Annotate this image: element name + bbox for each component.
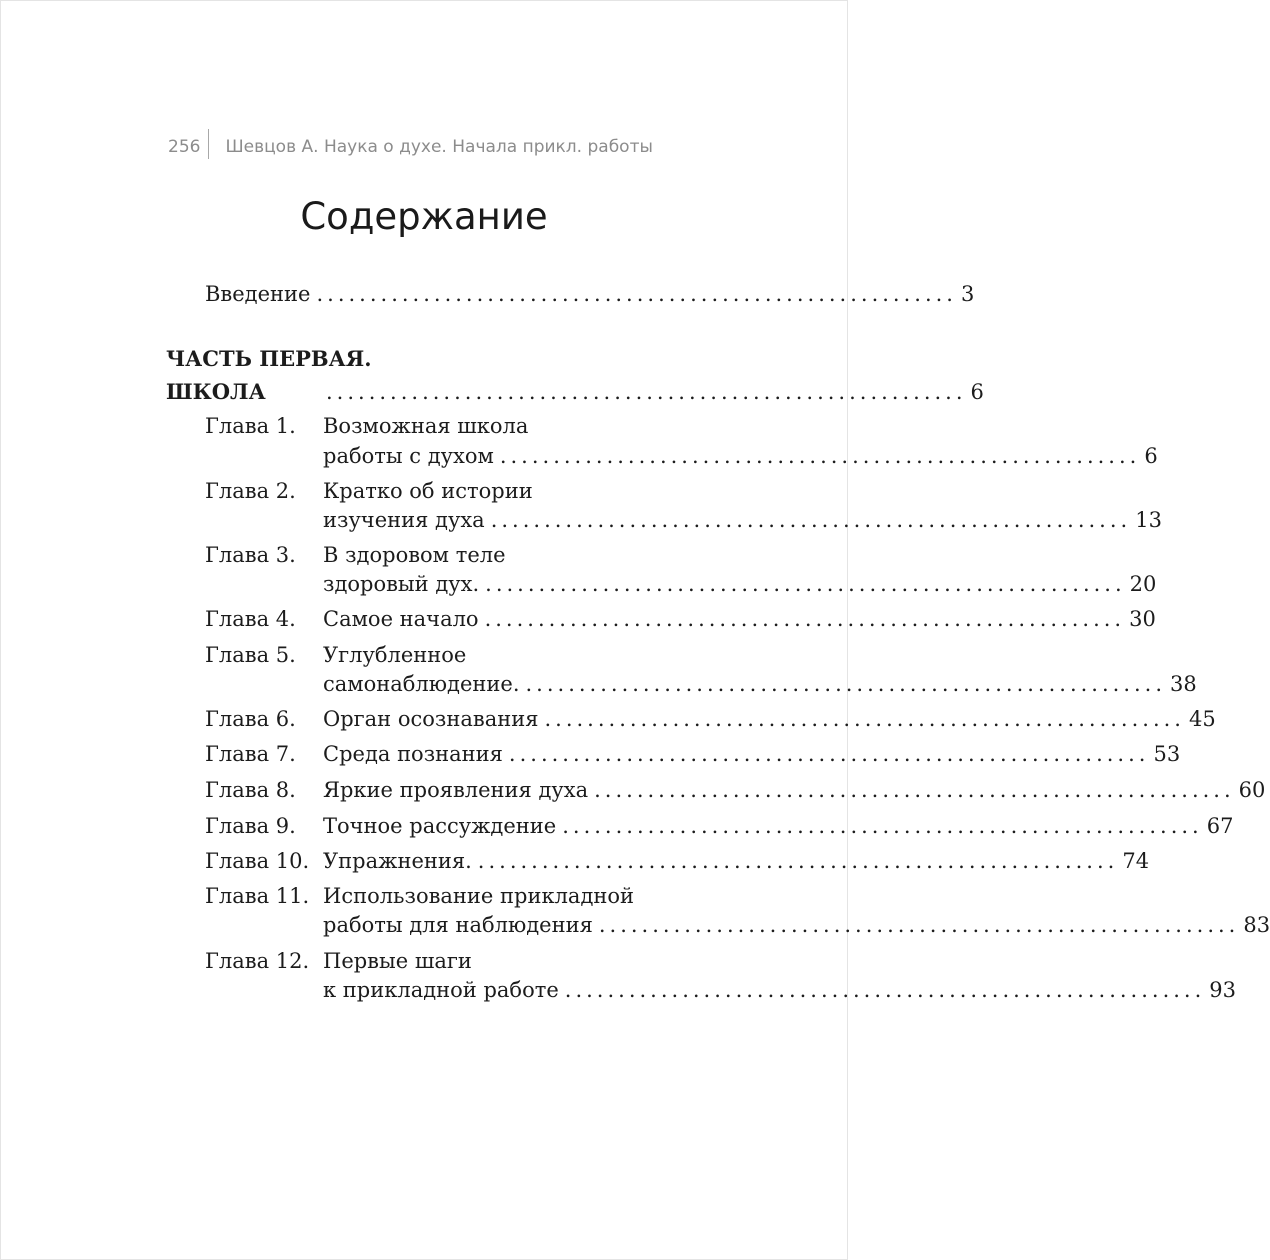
chapter-title-cont: работы с духом (323, 444, 494, 468)
chapter-title: Возможная школа (323, 414, 529, 438)
toc-entry-chapter[interactable] (323, 909, 1270, 941)
chapter-label: Глава 1. (205, 414, 296, 438)
toc-entry-chapter[interactable] (323, 440, 1158, 472)
chapter-label: Глава 2. (205, 479, 296, 503)
toc-leader-dots: ............................................................ (316, 282, 957, 306)
chapter-title: Самое начало (323, 607, 479, 631)
toc-entry-intro[interactable] (205, 278, 975, 310)
chapter-label: Глава 9. (205, 814, 296, 838)
running-title: Шевцов А. Наука о духе. Начала прикл. работы (225, 137, 653, 157)
chapter-title: Первые шаги (323, 949, 472, 973)
toc-leader-dots: ............................................................ (499, 444, 1141, 468)
toc-page-number: 20 (1129, 572, 1157, 596)
toc-entry-chapter[interactable] (323, 703, 1216, 735)
chapter-label: Глава 8. (205, 778, 296, 802)
toc-leader-dots: ............................................................ (326, 380, 967, 404)
toc-entry-label: Введение (205, 282, 311, 306)
toc-page-number: 93 (1209, 978, 1237, 1002)
toc-entry-chapter[interactable] (323, 504, 1162, 536)
toc-page-number: 60 (1238, 778, 1266, 802)
part-heading: ЧАСТЬ ПЕРВАЯ. (166, 346, 372, 371)
chapter-title: Орган осознавания (323, 707, 539, 731)
chapter-title-cont: к прикладной работе (323, 978, 559, 1002)
toc-page-number: 30 (1129, 607, 1156, 631)
chapter-title-cont: изучения духа (323, 508, 485, 532)
toc-entry-chapter[interactable] (323, 810, 1234, 842)
toc-entry-chapter[interactable] (323, 974, 1237, 1006)
toc-entry-chapter[interactable] (323, 603, 1156, 635)
toc-page-number: 13 (1135, 508, 1162, 532)
page-number: 256 (168, 137, 201, 157)
chapter-label: Глава 10. (205, 849, 310, 873)
part-title: ШКОЛА (166, 379, 266, 404)
chapter-label: Глава 4. (205, 607, 296, 631)
toc-entry-chapter[interactable] (323, 845, 1150, 877)
chapter-label: Глава 12. (205, 949, 310, 973)
chapter-title: Упражнения. (323, 849, 472, 873)
toc-leader-dots: ............................................................ (594, 778, 1235, 802)
toc-leader-dots: ............................................................ (508, 742, 1150, 766)
chapter-title-cont: самонаблюдение. (323, 672, 520, 696)
chapter-label: Глава 3. (205, 543, 296, 567)
chapter-title-cont: здоровый дух. (323, 572, 480, 596)
toc-page-number: 45 (1189, 707, 1216, 731)
chapter-title: Использование прикладной (323, 884, 635, 908)
chapter-label: Глава 6. (205, 707, 296, 731)
toc-entry-chapter[interactable] (323, 774, 1266, 806)
toc-leader-dots: ............................................................ (477, 849, 1119, 873)
toc-leader-dots: ............................................................ (490, 508, 1132, 532)
toc-leader-dots: ............................................................ (598, 913, 1240, 937)
chapter-label: Глава 7. (205, 742, 296, 766)
chapter-title: Кратко об истории (323, 479, 533, 503)
toc-entry-chapter[interactable] (323, 668, 1197, 700)
toc-leader-dots: ............................................................ (564, 978, 1206, 1002)
toc-page-number: 3 (961, 282, 975, 306)
toc-leader-dots: ............................................................ (525, 672, 1167, 696)
toc-leader-dots: ............................................................ (544, 707, 1185, 731)
toc-entry-chapter[interactable] (323, 568, 1157, 600)
toc-page-number: 6 (970, 380, 984, 404)
toc-leader-dots: ............................................................ (484, 607, 1126, 631)
toc-entry-part[interactable] (166, 376, 984, 408)
chapter-title: Точное рассуждение (323, 814, 557, 838)
chapter-title: В здоровом теле (323, 543, 506, 567)
chapter-label: Глава 5. (205, 643, 296, 667)
chapter-title-cont: работы для наблюдения (323, 913, 593, 937)
toc-page-number: 38 (1170, 672, 1197, 696)
page-title: Содержание (300, 195, 548, 238)
chapter-label: Глава 11. (205, 884, 310, 908)
toc-entry-chapter[interactable] (323, 738, 1181, 770)
toc-leader-dots: ............................................................ (562, 814, 1203, 838)
chapter-title: Углубленное (323, 643, 467, 667)
toc-leader-dots: ............................................................ (485, 572, 1126, 596)
toc-page-number: 67 (1206, 814, 1234, 838)
chapter-title: Яркие проявления духа (323, 778, 589, 802)
toc-page-number: 53 (1153, 742, 1181, 766)
toc-page-number: 74 (1122, 849, 1150, 873)
toc-page-number: 6 (1144, 444, 1158, 468)
toc-page-number: 83 (1243, 913, 1270, 937)
chapter-title: Среда познания (323, 742, 503, 766)
